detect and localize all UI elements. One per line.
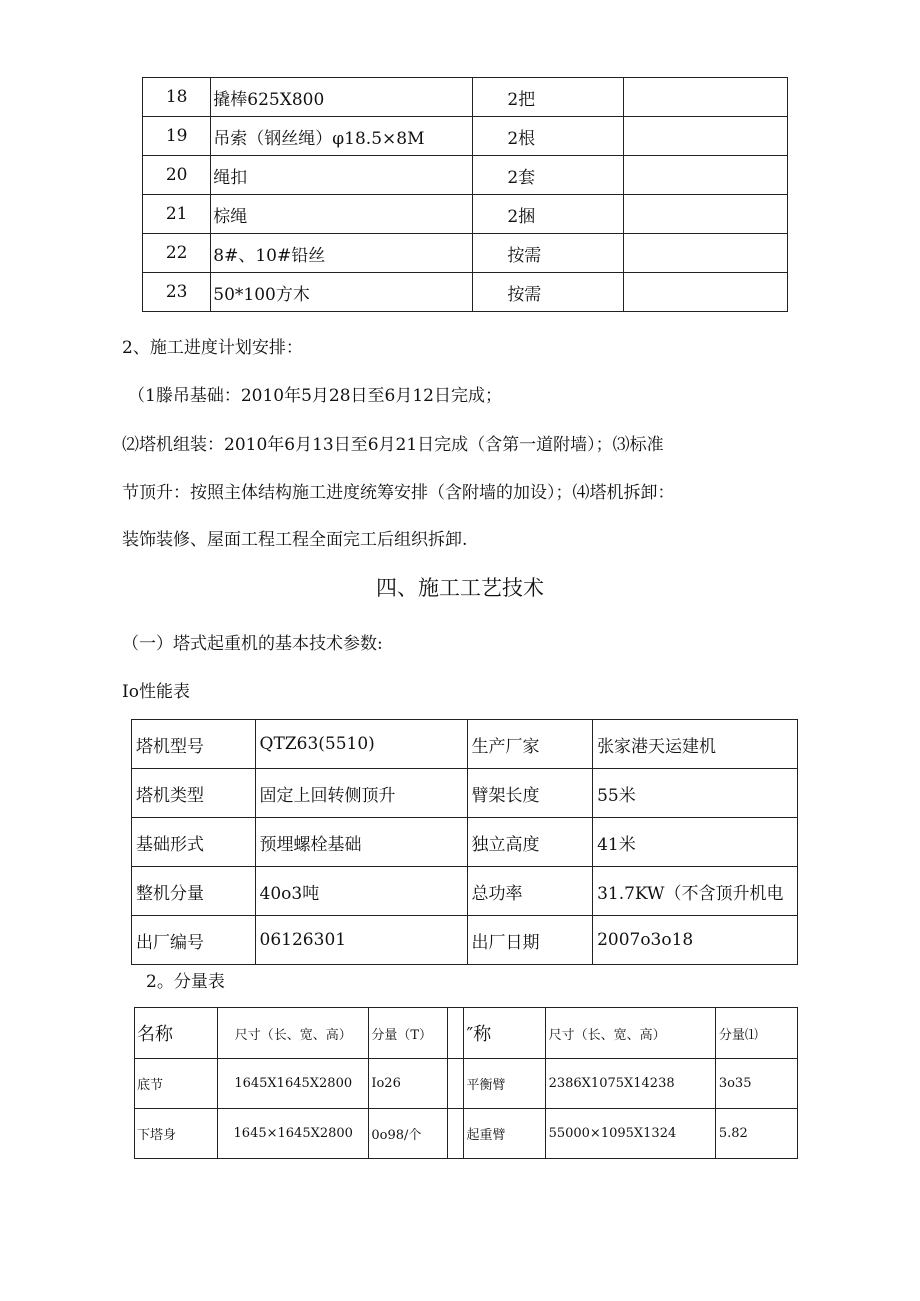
material-note	[623, 234, 787, 273]
material-note	[623, 78, 787, 117]
component-size: 1645X1645X2800	[218, 1059, 369, 1109]
weight-table	[134, 1007, 798, 1159]
table-row	[132, 867, 798, 916]
param-label: 生产厂家	[467, 720, 593, 769]
row-number: 20	[143, 156, 211, 195]
table-row	[132, 720, 798, 769]
component-weight: 3o35	[715, 1059, 797, 1109]
param-value: 40o3吨	[255, 867, 467, 916]
param-label: 总功率	[467, 867, 593, 916]
component-name: 起重臂	[464, 1109, 545, 1159]
schedule-title: 2、施工进度计划安排：	[122, 338, 303, 358]
material-name: 8#、10#铅丝	[211, 234, 473, 273]
table-row	[132, 769, 798, 818]
table-row	[135, 1059, 798, 1109]
weight-table-title: 2。分量表	[146, 972, 225, 992]
column-header: 名称	[135, 1008, 218, 1059]
param-value: 41米	[593, 818, 798, 867]
param-label: 基础形式	[132, 818, 256, 867]
component-size: 2386X1075X14238	[545, 1059, 715, 1109]
component-name: 下塔身	[135, 1109, 218, 1159]
material-qty: 2根	[473, 117, 624, 156]
materials-table	[142, 77, 788, 312]
table-row	[143, 78, 788, 117]
table-row	[132, 818, 798, 867]
material-name: 绳扣	[211, 156, 473, 195]
param-value: 2007o3o18	[593, 916, 798, 965]
performance-table	[131, 719, 798, 965]
param-value: 06126301	[255, 916, 467, 965]
table-row	[143, 117, 788, 156]
table-row	[143, 234, 788, 273]
component-weight: 5.82	[715, 1109, 797, 1159]
performance-table-title: Io性能表	[122, 682, 190, 702]
schedule-line-3: 节顶升：按照主体结构施工进度统筹安排（含附墙的加设）；⑷塔机拆卸：	[122, 483, 675, 503]
row-number: 22	[143, 234, 211, 273]
row-number: 21	[143, 195, 211, 234]
material-note	[623, 156, 787, 195]
param-label: 塔机类型	[132, 769, 256, 818]
material-note	[623, 273, 787, 312]
component-size: 1645×1645X2800	[218, 1109, 369, 1159]
schedule-line-2: ⑵塔机组装：2010年6月13日至6月21日完成（含第一道附墙）；⑶标准	[122, 435, 664, 455]
param-label: 臂架长度	[467, 769, 593, 818]
material-qty: 按需	[473, 273, 624, 312]
component-weight: 0o98/个	[369, 1109, 448, 1159]
table-row	[143, 273, 788, 312]
schedule-line-4: 装饰装修、屋面工程工程全面完工后组织拆卸.	[122, 530, 468, 550]
component-size: 55000×1095X1324	[545, 1109, 715, 1159]
param-label: 出厂日期	[467, 916, 593, 965]
row-number: 23	[143, 273, 211, 312]
column-header: 分量⑴	[715, 1008, 797, 1059]
table-row	[143, 195, 788, 234]
column-header: 尺寸（长、宽、高）	[218, 1008, 369, 1059]
component-weight: Io26	[369, 1059, 448, 1109]
column-spacer	[448, 1059, 464, 1109]
table-row	[135, 1109, 798, 1159]
param-value: 张家港天运建机	[593, 720, 798, 769]
param-value: 预埋螺栓基础	[255, 818, 467, 867]
material-name: 50*100方木	[211, 273, 473, 312]
section-heading: 四、施工工艺技术	[376, 576, 544, 600]
param-value: 固定上回转侧顶升	[255, 769, 467, 818]
material-name: 撬棒625X800	[211, 78, 473, 117]
param-label: 出厂编号	[132, 916, 256, 965]
table-row	[132, 916, 798, 965]
sub-heading: （一）塔式起重机的基本技术参数:	[122, 634, 383, 654]
param-label: 独立高度	[467, 818, 593, 867]
component-name: 底节	[135, 1059, 218, 1109]
column-header: ″称	[464, 1008, 545, 1059]
param-value: 55米	[593, 769, 798, 818]
table-row	[143, 156, 788, 195]
material-name: 吊索（钢丝绳）φ18.5×8M	[211, 117, 473, 156]
material-note	[623, 195, 787, 234]
param-value: QTZ63(5510)	[255, 720, 467, 769]
column-spacer	[448, 1008, 464, 1059]
table-header-row	[135, 1008, 798, 1059]
material-qty: 2捆	[473, 195, 624, 234]
material-qty: 2套	[473, 156, 624, 195]
row-number: 19	[143, 117, 211, 156]
material-qty: 2把	[473, 78, 624, 117]
param-label: 整机分量	[132, 867, 256, 916]
column-header: 尺寸（长、宽、高）	[545, 1008, 715, 1059]
material-name: 棕绳	[211, 195, 473, 234]
material-qty: 按需	[473, 234, 624, 273]
component-name: 平衡臂	[464, 1059, 545, 1109]
schedule-item-1: （1滕吊基础：2010年5月28日至6月12日完成；	[128, 386, 502, 406]
column-header: 分量（T）	[369, 1008, 448, 1059]
column-spacer	[448, 1109, 464, 1159]
material-note	[623, 117, 787, 156]
param-label: 塔机型号	[132, 720, 256, 769]
param-value: 31.7KW（不含顶升机电	[593, 867, 798, 916]
row-number: 18	[143, 78, 211, 117]
